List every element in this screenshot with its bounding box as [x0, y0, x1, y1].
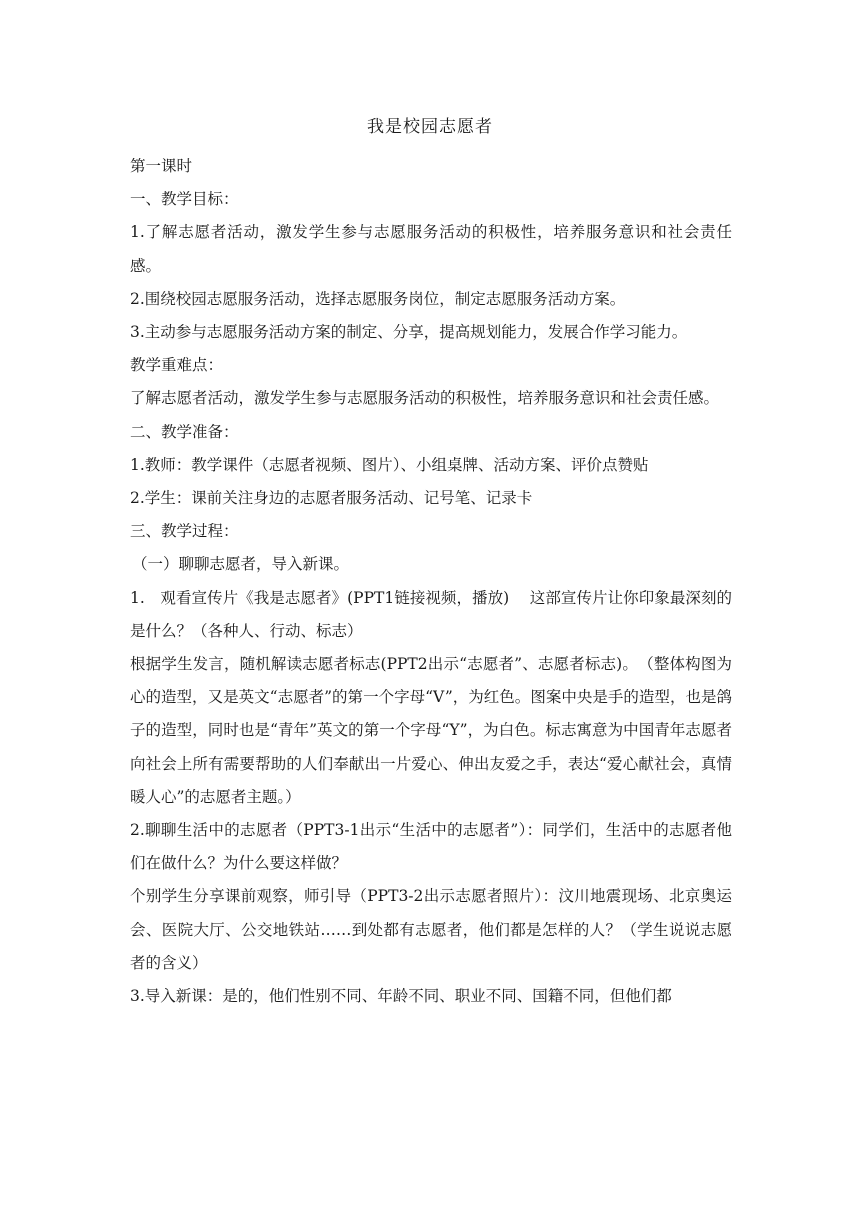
section-heading-key-points: 教学重难点： — [130, 356, 224, 375]
process-step-heading: （一）聊聊志愿者，导入新课。 — [132, 555, 350, 574]
lesson-period: 第一课时 — [130, 157, 193, 175]
document-body — [130, 150, 732, 1013]
objective-item-1: 1.了解志愿者活动，激发学生参与志愿服务活动的积极性，培养服务意识和社会责任感。 — [130, 223, 732, 275]
section-heading-preparation: 二、教学准备： — [130, 422, 239, 441]
section-heading-objectives: 一、教学目标： — [130, 190, 239, 209]
preparation-teacher: 1.教师：教学课件（志愿者视频、图片）、小组桌牌、活动方案、评价点赞贴 — [130, 455, 649, 474]
student-sharing: 个别学生分享课前观察，师引导（PPT3-2出示志愿者照片）：汶川地震现场、北京奥运会、医院大厅、公交地铁站……到处都有志愿者，他们都是怎样的人？（学生说说志愿者的含义） — [130, 887, 732, 972]
key-points-text: 了解志愿者活动，激发学生参与志愿服务活动的积极性，培养服务意识和社会责任感。 — [130, 389, 720, 408]
process-item-2: 2.聊聊生活中的志愿者（PPT3-1出示“生活中的志愿者”）：同学们，生活中的志愿者他们在做什么？为什么要这样做？ — [130, 821, 732, 873]
objective-item-2: 2.围绕校园志愿服务活动，选择志愿服务岗位，制定志愿服务活动方案。 — [130, 289, 626, 308]
preparation-student: 2.学生：课前关注身边的志愿者服务活动、记号笔、记录卡 — [130, 489, 533, 508]
objective-item-3: 3.主动参与志愿服务活动方案的制定、分享，提高规划能力，发展合作学习能力。 — [130, 323, 688, 342]
process-item-3: 3.导入新课：是的，他们性别不同、年龄不同、职业不同、国籍不同，但他们都 — [130, 987, 672, 1006]
section-heading-process: 三、教学过程： — [130, 522, 239, 541]
document-title: 我是校园志愿者 — [367, 117, 493, 137]
logo-explanation: 根据学生发言，随机解读志愿者标志(PPT2出示“志愿者”、志愿者标志)。 （整体构图为心的造型，又是英文“志愿者”的第一个字母“V”，为红色。图案中央是手的造型，也是鸽子的造型，同时也是“青年”英文的第一个字母“Y”，为白色。标志寓意为中国青年志愿者向社会上所有需要帮助的人们奉献出一片爱心、伸出友爱之手，表达“爱心献社会，真情暖人心”的志愿者主题。） — [130, 655, 732, 806]
process-item-1: 1. 观看宣传片《我是志愿者》(PPT1链接视频，播放) 这部宣传片让你印象最深刻的是什么？（各种人、行动、标志） — [130, 588, 732, 640]
